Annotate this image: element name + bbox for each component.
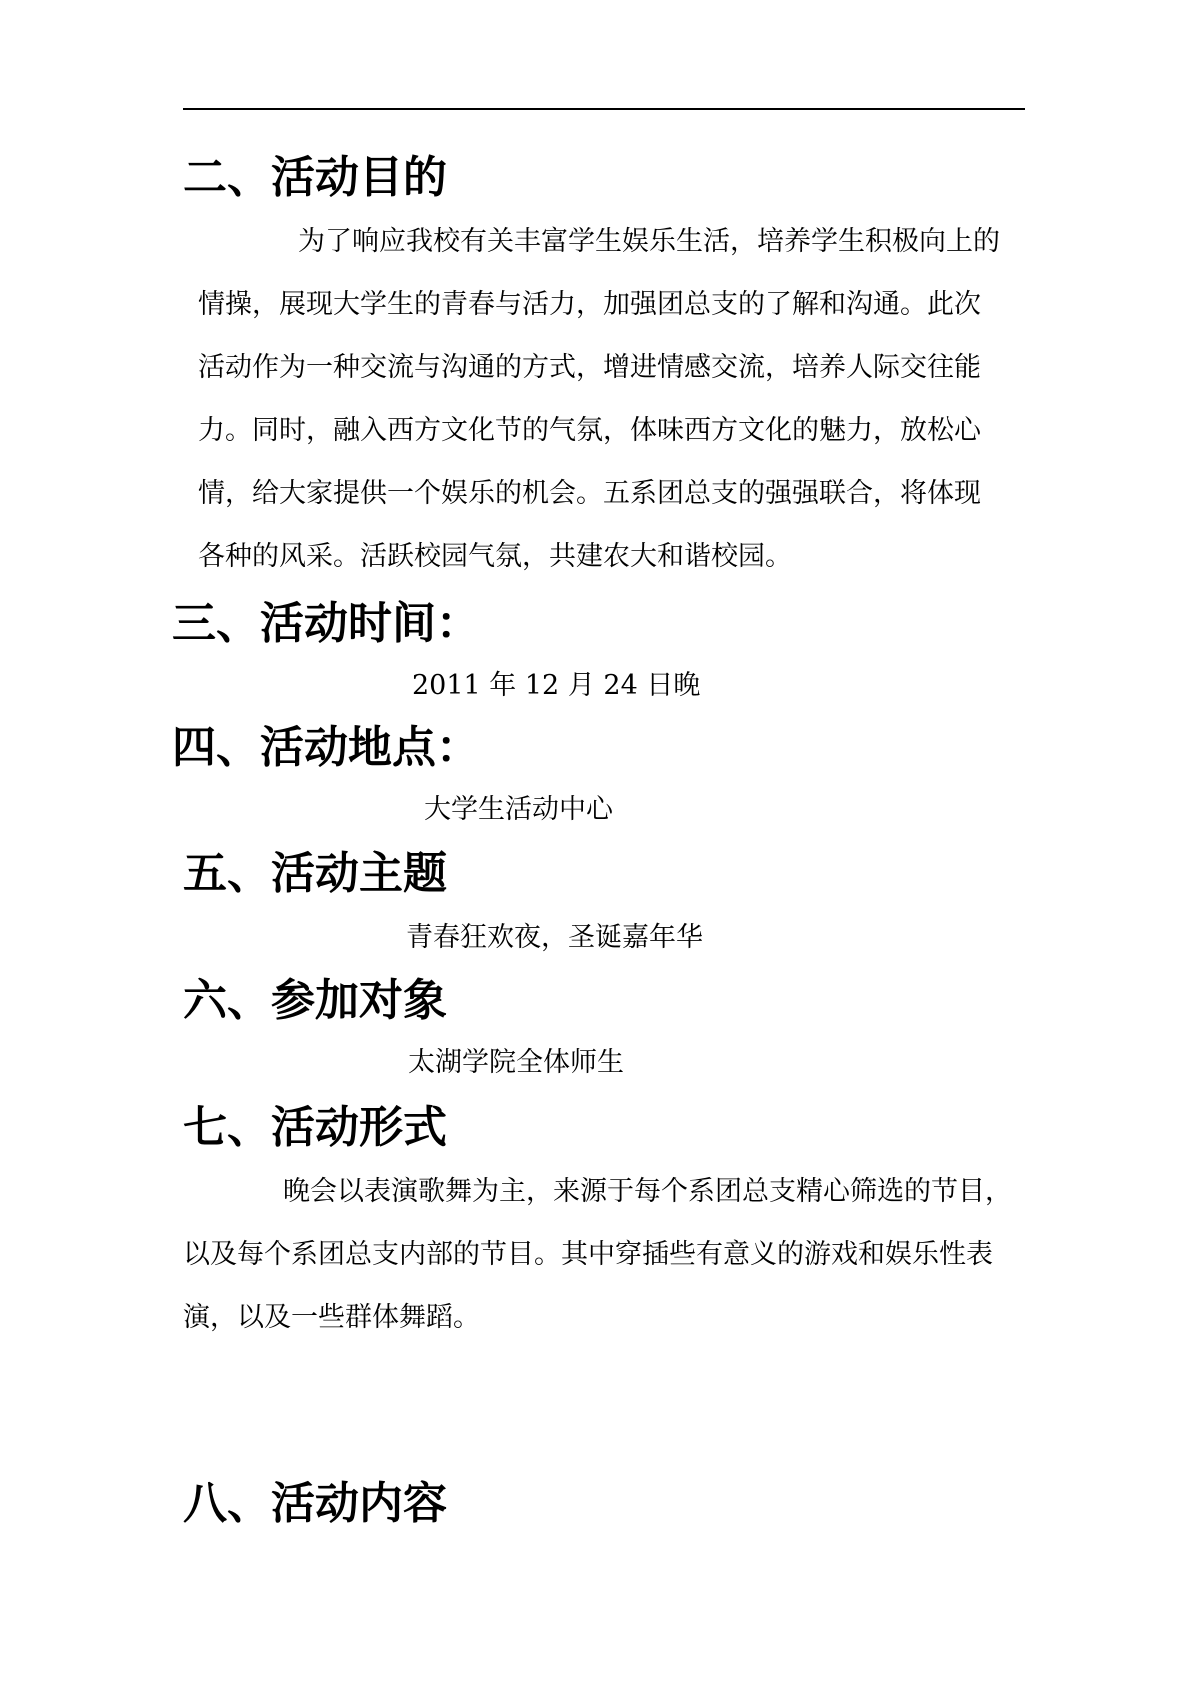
activity-location-value: 大学生活动中心 xyxy=(424,794,613,825)
heading-activity-time: 三、活动时间： xyxy=(172,598,480,649)
purpose-line: 为了响应我校有关丰富学生娱乐生活，培养学生积极向上的 xyxy=(298,226,1000,257)
heading-activity-format: 七、活动形式 xyxy=(183,1102,447,1153)
format-paragraph xyxy=(183,1160,1012,1349)
activity-time-value: 2011 年 12 月 24 日晚 xyxy=(412,670,701,701)
purpose-line: 各种的风采。活跃校园气氛，共建农大和谐校园。 xyxy=(198,541,792,572)
heading-participants: 六、参加对象 xyxy=(183,975,447,1026)
purpose-paragraph xyxy=(198,210,1000,588)
heading-activity-content: 八、活动内容 xyxy=(183,1478,447,1529)
purpose-line: 情，给大家提供一个娱乐的机会。五系团总支的强强联合，将体现 xyxy=(198,478,981,509)
purpose-line: 情操，展现大学生的青春与活力，加强团总支的了解和沟通。此次 xyxy=(198,289,981,320)
heading-activity-purpose: 二、活动目的 xyxy=(183,152,447,203)
format-line: 以及每个系团总支内部的节目。其中穿插些有意义的游戏和娱乐性表 xyxy=(183,1239,993,1270)
purpose-line: 活动作为一种交流与沟通的方式，增进情感交流，培养人际交往能 xyxy=(198,352,981,383)
heading-activity-theme: 五、活动主题 xyxy=(183,848,447,899)
purpose-line: 力。同时，融入西方文化节的气氛，体味西方文化的魅力，放松心 xyxy=(198,415,981,446)
format-line: 晚会以表演歌舞为主，来源于每个系团总支精心筛选的节目， xyxy=(283,1176,1012,1207)
participants-value: 太湖学院全体师生 xyxy=(408,1047,624,1078)
header-rule xyxy=(183,108,1025,110)
activity-theme-value: 青春狂欢夜，圣诞嘉年华 xyxy=(406,922,703,953)
heading-activity-location: 四、活动地点： xyxy=(172,722,480,773)
format-line: 演，以及一些群体舞蹈。 xyxy=(183,1302,480,1333)
